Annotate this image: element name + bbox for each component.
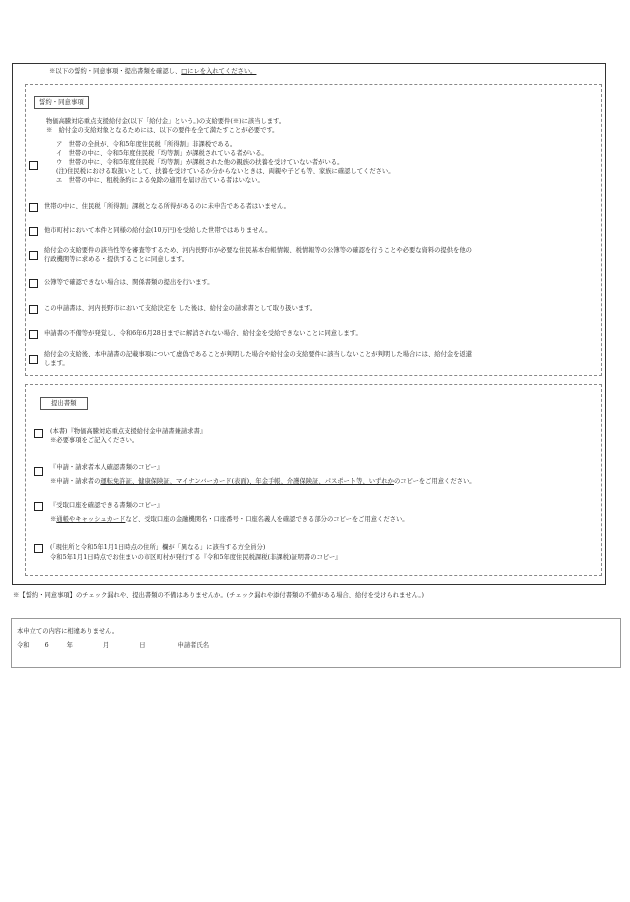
footer-note: ※【誓約・同意事項】のチェック漏れや、提出書類の不備はありませんか。(チェック漏れや添付書類の不備がある場合、給付を受けられません。) bbox=[13, 592, 424, 599]
requirement-e: エ 世帯の中に、租税条約による免除の適用を届け出ている者はいない。 bbox=[56, 177, 264, 184]
doc-4-note: 令和5年1月1日時点でお住まいの市区町村が発行する『令和5年度住民税課税(非課税)証明書のコピー』 bbox=[50, 554, 342, 561]
month-unit: 月 bbox=[102, 642, 110, 649]
doc-checkbox-1[interactable] bbox=[34, 429, 43, 438]
requirement-i: イ 世帯の中に、令和5年度住民税「均等割」が課税されている者がいる。 bbox=[56, 150, 268, 157]
pledge-item-3: 他市町村において本件と同様の給付金(10万円)を受給した世帯ではありません。 bbox=[44, 227, 272, 234]
era-label: 令和 bbox=[17, 642, 30, 649]
pledge-item-7: 申請書の不備等が発覚し、令和6年6月28日までに解消されない場合、給付金を受給できないことに同意します。 bbox=[44, 330, 362, 337]
doc-2-title: 『申請・請求者本人確認書類のコピー』 bbox=[50, 464, 164, 471]
pledge-item-8-line2: します。 bbox=[44, 360, 69, 367]
pledge-checkbox-requirements[interactable] bbox=[29, 161, 38, 170]
pledge-intro-note: ※ 給付金の支給対象となるためには、以下の要件を全て満たすことが必要です。 bbox=[46, 127, 279, 134]
doc-4-title: (「現住所と令和5年1月1日時点の住所」欄が「異なる」に該当する方全員分) bbox=[50, 544, 266, 551]
documents-label: 提出書類 bbox=[40, 397, 88, 410]
instruction-underlined: □にレを入れてください。 bbox=[181, 68, 257, 75]
doc-3-note: ※通帳やキャッシュカードなど、受取口座の金融機関名・口座番号・口座名義人を確認できる部分のコピーをご用意ください。 bbox=[50, 516, 409, 523]
pledge-checkbox-3[interactable] bbox=[29, 227, 38, 236]
pledge-item-2: 世帯の中に、住民税「所得割」課税となる所得があるのに未申告である者はいません。 bbox=[44, 203, 290, 210]
requirement-a: ア 世帯の全員が、令和5年度住民税「所得割」非課税である。 bbox=[56, 141, 237, 148]
doc-2-note: ※申請・請求者の運転免許証、健康保険証、マイナンバーカード(表面)、年金手帳、介護保険証、パスポート等、いずれかのコピーをご用意ください。 bbox=[50, 478, 476, 485]
pledge-checkbox-7[interactable] bbox=[29, 330, 38, 339]
signature-statement: 本申立ての内容に相違ありません。 bbox=[17, 628, 119, 635]
signature-date-row bbox=[17, 642, 209, 651]
doc-checkbox-4[interactable] bbox=[34, 544, 43, 553]
pledge-checkbox-5[interactable] bbox=[29, 279, 38, 288]
requirement-u: ウ 世帯の中に、令和5年度住民税「均等割」が課税された他の親族の扶養を受けていない者がいる。 bbox=[56, 159, 344, 166]
instruction-prefix: ※以下の誓約・同意事項・提出書類を確認し、 bbox=[49, 68, 182, 75]
doc-1-title: (本書)『物価高騰対応重点支援給付金申請書兼請求書』 bbox=[50, 428, 207, 435]
doc-3-title: 『受取口座を確認できる書類のコピー』 bbox=[50, 502, 164, 509]
year-value[interactable]: 6 bbox=[44, 642, 49, 649]
pledge-checkbox-6[interactable] bbox=[29, 305, 38, 314]
applicant-name-label: 申請者氏名 bbox=[177, 642, 210, 649]
requirement-note: (注)住民税における取扱いとして、扶養を受けているか分からないときは、両親や子ども等、家族に確認してください。 bbox=[56, 168, 395, 175]
pledge-label: 誓約・同意事項 bbox=[34, 96, 89, 109]
year-unit: 年 bbox=[66, 642, 73, 649]
doc-checkbox-2[interactable] bbox=[34, 467, 43, 476]
doc-checkbox-3[interactable] bbox=[34, 502, 43, 511]
pledge-intro: 物価高騰対応重点支援給付金(以下「給付金」という。)の支給要件(※)に該当します。 bbox=[46, 118, 286, 125]
pledge-item-5: 公簿等で確認できない場合は、関係書類の提出を行います。 bbox=[44, 279, 214, 286]
pledge-checkbox-4[interactable] bbox=[29, 251, 38, 260]
pledge-checkbox-2[interactable] bbox=[29, 203, 38, 212]
doc-1-note: ※必要事項をご記入ください。 bbox=[50, 437, 139, 444]
pledge-checkbox-8[interactable] bbox=[29, 355, 38, 364]
pledge-item-4-line1: 給付金の支給要件の該当性等を審査等するため、河内長野市が必要な住民基本台帳情報、税情報等の公簿等の確認を行うことや必要な資料の提供を他の bbox=[44, 247, 472, 254]
pledge-item-6: この申請書は、河内長野市において支給決定を した後は、給付金の請求書として取り扱います。 bbox=[44, 305, 317, 312]
pledge-item-8-line1: 給付金の支給後、本申請書の記載事項について虚偽であることが判明した場合や給付金の支給要件に該当しないことが判明した場合には、給付金を返還 bbox=[44, 351, 473, 358]
instruction-text bbox=[49, 68, 256, 77]
day-unit: 日 bbox=[139, 642, 146, 649]
pledge-item-4-line2: 行政機関等に求める・提供することに同意します。 bbox=[44, 256, 189, 263]
